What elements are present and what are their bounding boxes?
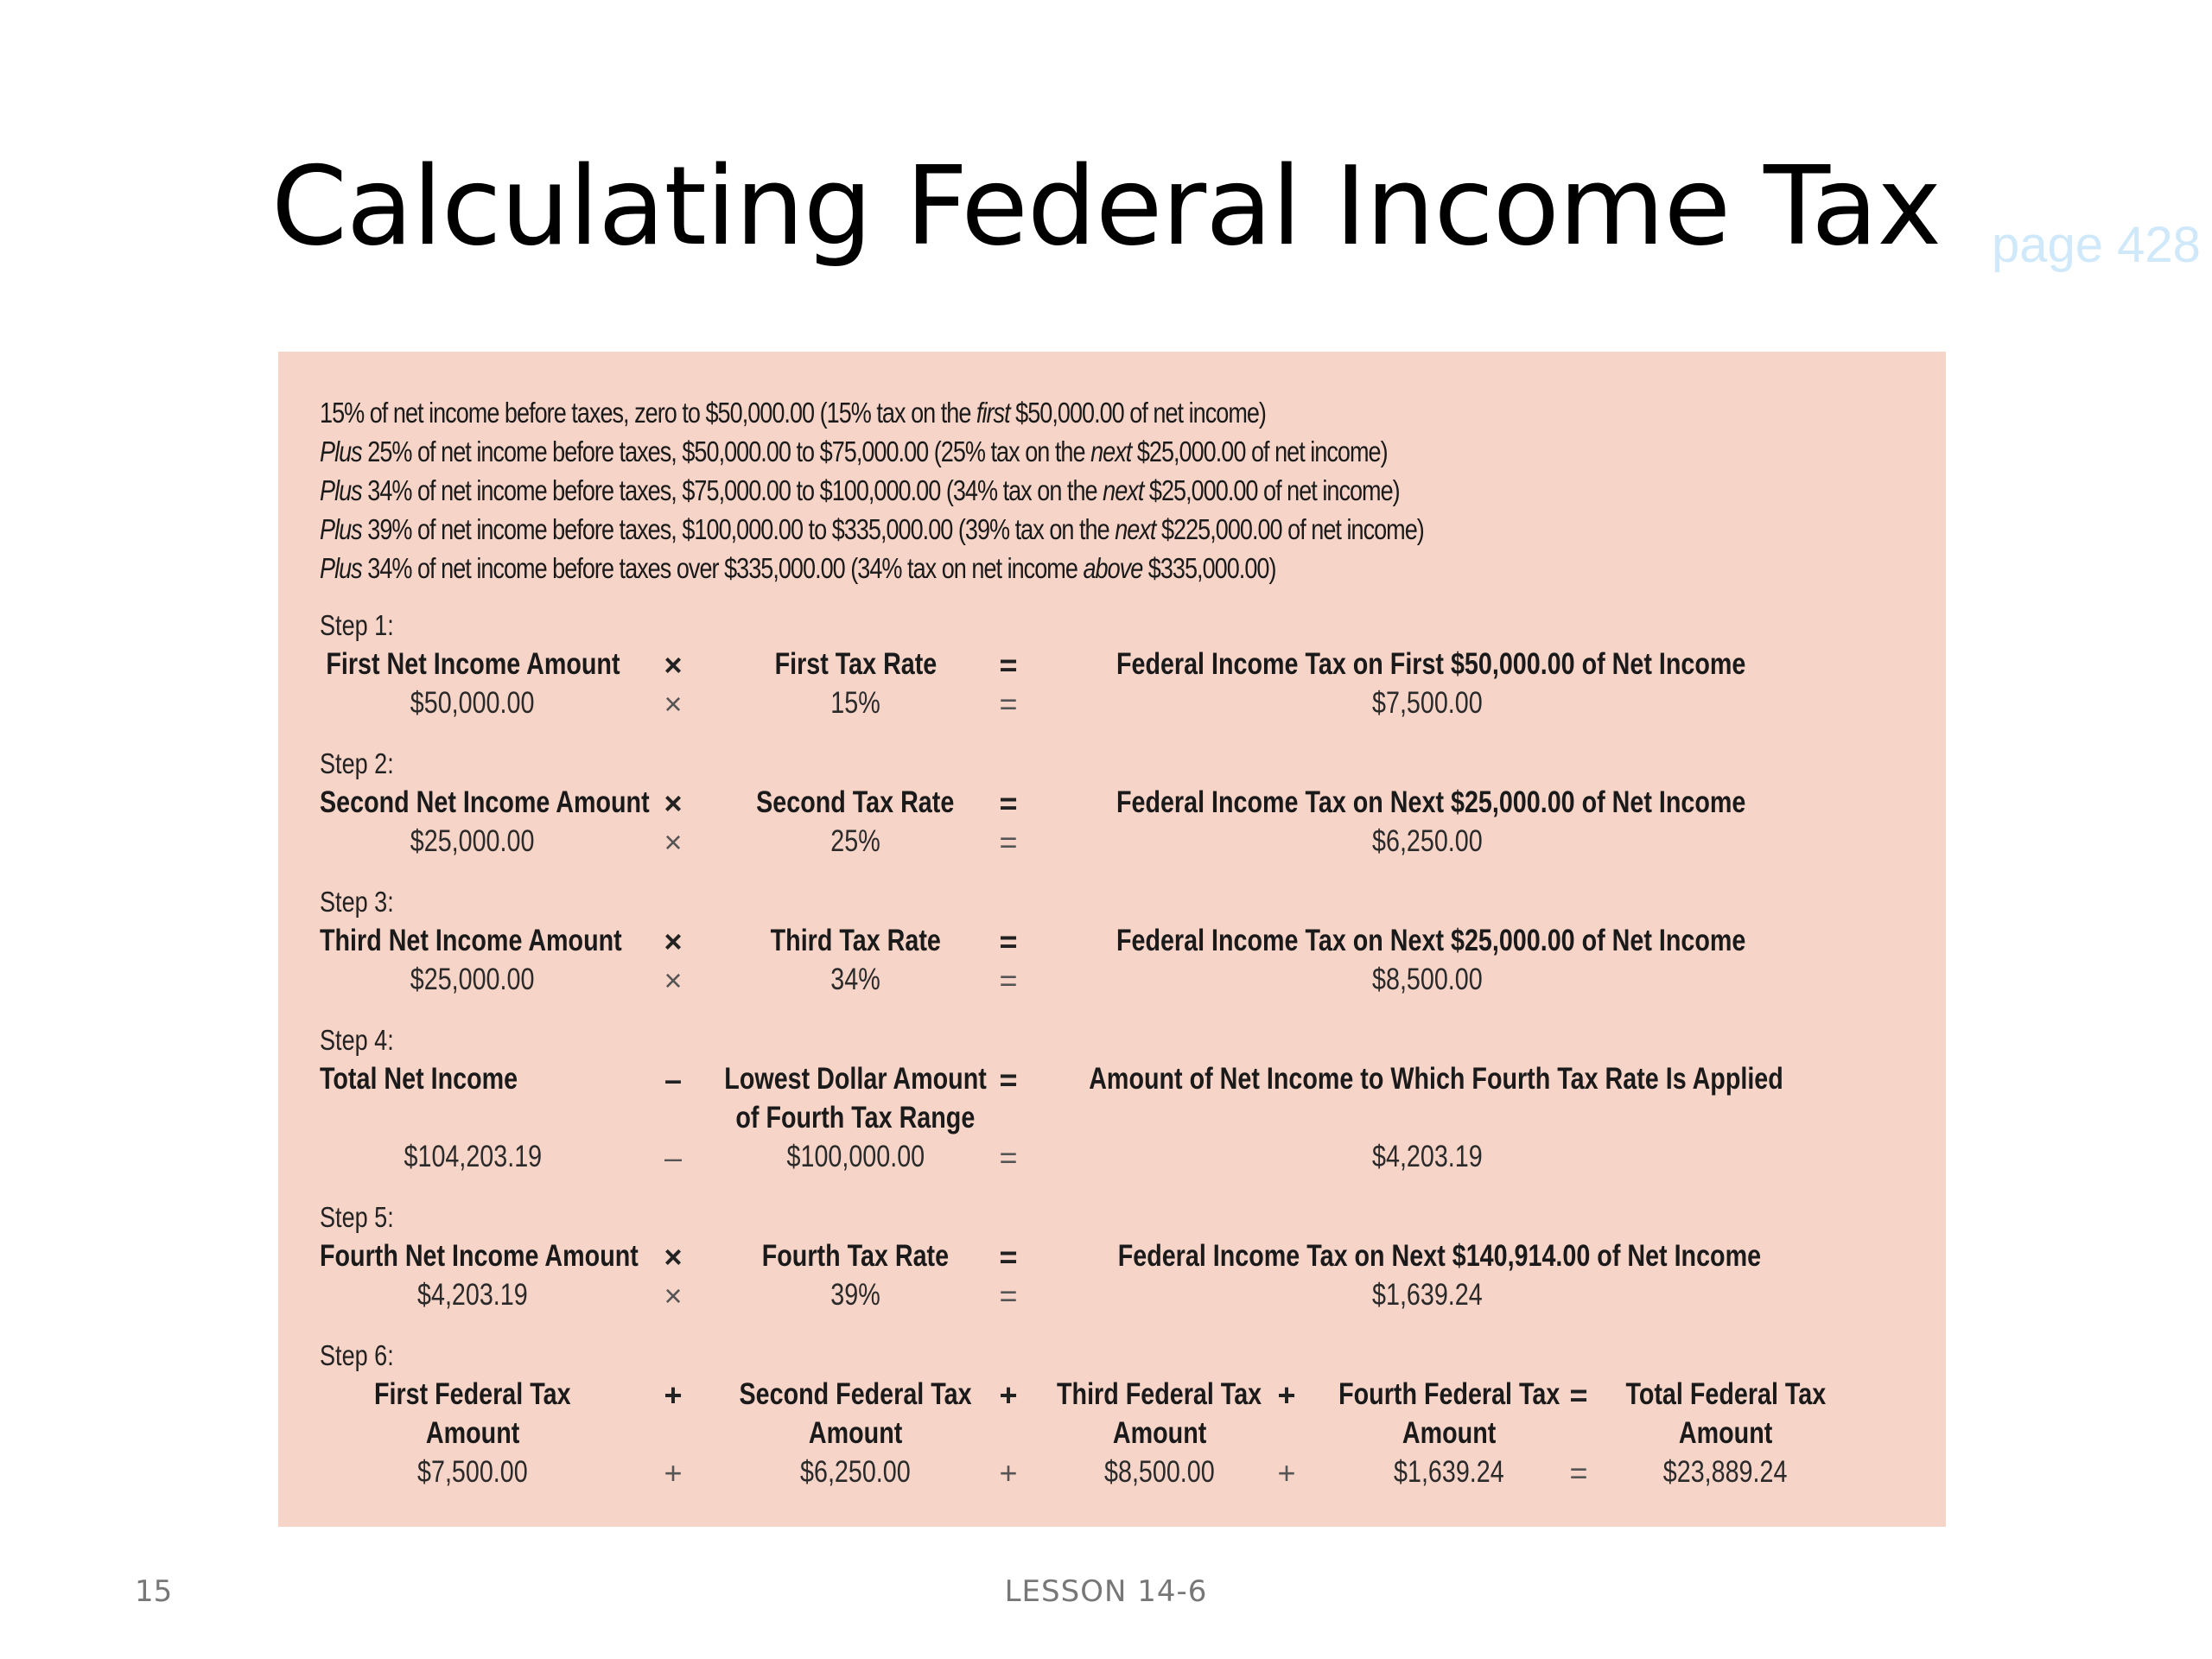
page-reference: page 428 (1992, 217, 2201, 273)
multiply-operator: × (664, 785, 683, 821)
step-6-label: Step 6: (320, 1339, 394, 1371)
step-2-label: Step 2: (320, 747, 394, 779)
step-6-header-first-line2: Amount (425, 1416, 520, 1450)
step-3-header-result: Federal Income Tax on Next $25,000.00 of Net Income (1116, 924, 1746, 957)
step-6-value-total: $23,889.24 (1663, 1455, 1788, 1489)
multiply-operator: × (664, 686, 683, 721)
equals-operator: = (999, 1278, 1018, 1313)
multiply-operator: × (664, 1278, 683, 1313)
equals-operator: = (999, 785, 1018, 821)
step-5-value-result: $1,639.24 (1372, 1278, 1483, 1312)
step-3-value-rate: 34% (830, 963, 880, 996)
rate-line: Plus 39% of net income before taxes, $100,000.00 to $335,000.00 (39% tax on the next $225,000.00 of net income) (320, 513, 1424, 545)
plus-operator: + (664, 1377, 683, 1413)
step-3-value-result: $8,500.00 (1372, 963, 1483, 996)
step-1-header-result: Federal Income Tax on First $50,000.00 of Net Income (1116, 647, 1746, 681)
step-1-value-rate: 15% (830, 686, 880, 720)
step-4-value-range: $100,000.00 (786, 1140, 925, 1173)
step-3-value-amount: $25,000.00 (410, 963, 535, 996)
rate-line: Plus 34% of net income before taxes, $75,000.00 to $100,000.00 (34% tax on the next $25,000.00 of net income) (320, 474, 1400, 506)
tax-rate-schedule (320, 393, 1666, 588)
step-3-header-amount: Third Net Income Amount (320, 924, 622, 957)
step-2-header-result: Federal Income Tax on Next $25,000.00 of Net Income (1116, 785, 1746, 819)
equals-operator: = (999, 647, 1018, 683)
step-4-label: Step 4: (320, 1024, 394, 1056)
equals-operator: = (999, 1140, 1018, 1175)
equals-operator: = (999, 924, 1018, 959)
step-6-header-second-line2: Amount (808, 1416, 903, 1450)
rate-line: 15% of net income before taxes, zero to $50,000.00 (15% tax on the first $50,000.00 of net income) (320, 397, 1266, 429)
lesson-label: LESSON 14-6 (1004, 1574, 1208, 1609)
plus-operator: + (1277, 1455, 1296, 1491)
plus-operator: + (664, 1455, 683, 1491)
step-6-value-fourth: $1,639.24 (1394, 1455, 1504, 1489)
step-1-value-amount: $50,000.00 (410, 686, 535, 720)
step-5-header-result: Federal Income Tax on Next $140,914.00 of Net Income (1117, 1239, 1762, 1273)
step-6-value-second: $6,250.00 (800, 1455, 911, 1489)
step-3-label: Step 3: (320, 886, 394, 918)
multiply-operator: × (664, 924, 683, 959)
step-6-header-fourth-line2: Amount (1402, 1416, 1497, 1450)
step-4-value-result: $4,203.19 (1372, 1140, 1483, 1173)
step-1-header-amount: First Net Income Amount (325, 647, 620, 681)
rate-line: Plus 25% of net income before taxes, $50,000.00 to $75,000.00 (25% tax on the next $25,000.00 of net income) (320, 435, 1388, 467)
multiply-operator: × (664, 647, 683, 683)
step-4-header-range-line2: of Fourth Tax Range (735, 1101, 976, 1135)
tax-calculation-figure (278, 352, 1946, 1527)
equals-operator: = (1569, 1377, 1588, 1413)
step-4-header-range-line1: Lowest Dollar Amount (724, 1062, 987, 1096)
step-5-value-rate: 39% (830, 1278, 880, 1312)
step-2-value-rate: 25% (830, 824, 880, 858)
step-4-header-amount: Total Net Income (320, 1062, 518, 1096)
step-2-value-result: $6,250.00 (1372, 824, 1483, 858)
step-6-header-third-line2: Amount (1112, 1416, 1207, 1450)
plus-operator: + (999, 1377, 1018, 1413)
step-2-value-amount: $25,000.00 (410, 824, 535, 858)
step-4-header-result: Amount of Net Income to Which Fourth Tax Rate Is Applied (1089, 1062, 1783, 1096)
step-5-value-amount: $4,203.19 (417, 1278, 528, 1312)
equals-operator: = (999, 824, 1018, 860)
step-6-value-third: $8,500.00 (1104, 1455, 1215, 1489)
step-1-value-result: $7,500.00 (1372, 686, 1483, 720)
plus-operator: + (1277, 1377, 1296, 1413)
step-2-header-rate: Second Tax Rate (756, 785, 955, 819)
rate-line: Plus 34% of net income before taxes over $335,000.00 (34% tax on net income above $335,000.00) (320, 552, 1276, 584)
slide-number: 15 (135, 1574, 173, 1609)
step-6-header-first: First Federal Tax (374, 1377, 571, 1411)
equals-operator: = (999, 1239, 1018, 1274)
multiply-operator: × (664, 824, 683, 860)
step-5-label: Step 5: (320, 1201, 394, 1233)
equals-operator: = (999, 686, 1018, 721)
step-5-header-amount: Fourth Net Income Amount (320, 1239, 639, 1273)
multiply-operator: × (664, 963, 683, 998)
step-1-header-rate: First Tax Rate (774, 647, 937, 681)
step-1-label: Step 1: (320, 609, 394, 641)
step-6-header-third: Third Federal Tax (1057, 1377, 1262, 1411)
step-6-header-total-line2: Amount (1678, 1416, 1773, 1450)
minus-operator: – (664, 1140, 683, 1175)
step-5-header-rate: Fourth Tax Rate (761, 1239, 950, 1273)
multiply-operator: × (664, 1239, 683, 1274)
step-6-header-total: Total Federal Tax (1625, 1377, 1826, 1411)
equals-operator: = (1569, 1455, 1588, 1491)
step-6-value-first: $7,500.00 (417, 1455, 528, 1489)
step-3-header-rate: Third Tax Rate (770, 924, 941, 957)
step-6-header-second: Second Federal Tax (739, 1377, 972, 1411)
step-6-header-fourth: Fourth Federal Tax (1338, 1377, 1560, 1411)
slide-title: Calculating Federal Income Tax (270, 143, 1942, 270)
minus-operator: – (664, 1062, 683, 1097)
step-2-header-amount: Second Net Income Amount (320, 785, 650, 819)
equals-operator: = (999, 1062, 1018, 1097)
plus-operator: + (999, 1455, 1018, 1491)
step-4-value-amount: $104,203.19 (404, 1140, 542, 1173)
equals-operator: = (999, 963, 1018, 998)
